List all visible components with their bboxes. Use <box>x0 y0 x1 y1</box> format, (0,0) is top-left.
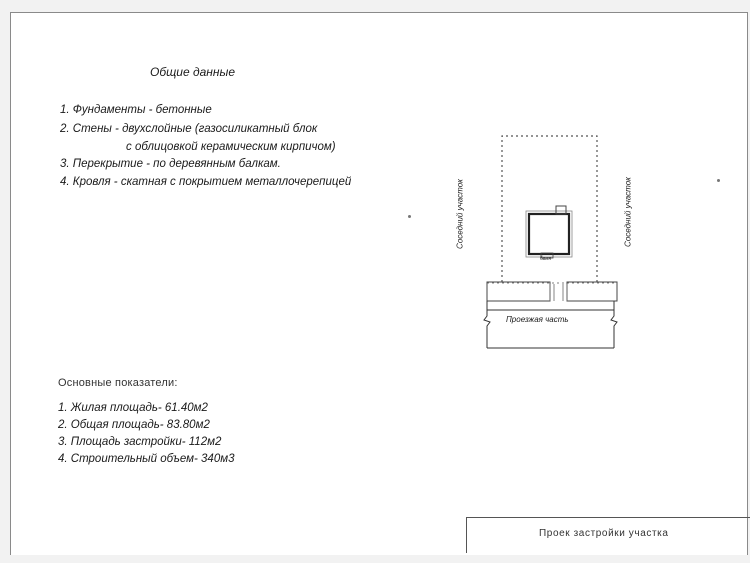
neighbor-right-label <box>624 177 633 247</box>
title-block-text: Проек застройки участка <box>539 528 669 539</box>
road-label: Проезжая часть <box>506 315 569 324</box>
indicator-volume: 4. Строительный объем- 340м3 <box>58 453 235 465</box>
speck <box>408 215 411 218</box>
title-block <box>466 517 750 553</box>
neighbor-left-label <box>456 179 465 249</box>
gate <box>550 284 567 301</box>
road-break-left <box>484 301 490 348</box>
sidewalk-right <box>567 282 617 301</box>
speck <box>717 179 720 182</box>
road-break-right <box>611 301 617 348</box>
indicators-heading: Основные показатели: <box>58 377 178 389</box>
neighbor-left-text: Соседний участок <box>455 179 465 249</box>
spec-floor: 3. Перекрытие - по деревянным балкам. <box>60 158 281 170</box>
spec-roof: 4. Кровля - скатная с покрытием металлочерепицей <box>60 176 352 188</box>
house-footprint <box>529 214 569 254</box>
porch <box>556 206 566 214</box>
indicator-living-area: 1. Жилая площадь- 61.40м2 <box>58 402 208 414</box>
indicator-total-area: 2. Общая площадь- 83.80м2 <box>58 419 210 431</box>
general-data-heading: Общие данные <box>150 65 235 79</box>
annex-label: баня <box>540 256 551 262</box>
sidewalk-left <box>487 282 550 301</box>
neighbor-right-text: Соседний участок <box>623 177 633 247</box>
spec-walls: 2. Стены - двухслойные (газосиликатный блок <box>60 123 318 135</box>
house-outline <box>526 211 572 257</box>
spec-walls-continued: с облицовкой керамическим кирпичом) <box>126 141 336 153</box>
spec-foundations: 1. Фундаменты - бетонные <box>60 104 212 116</box>
indicator-building-area: 3. Площадь застройки- 112м2 <box>58 436 222 448</box>
